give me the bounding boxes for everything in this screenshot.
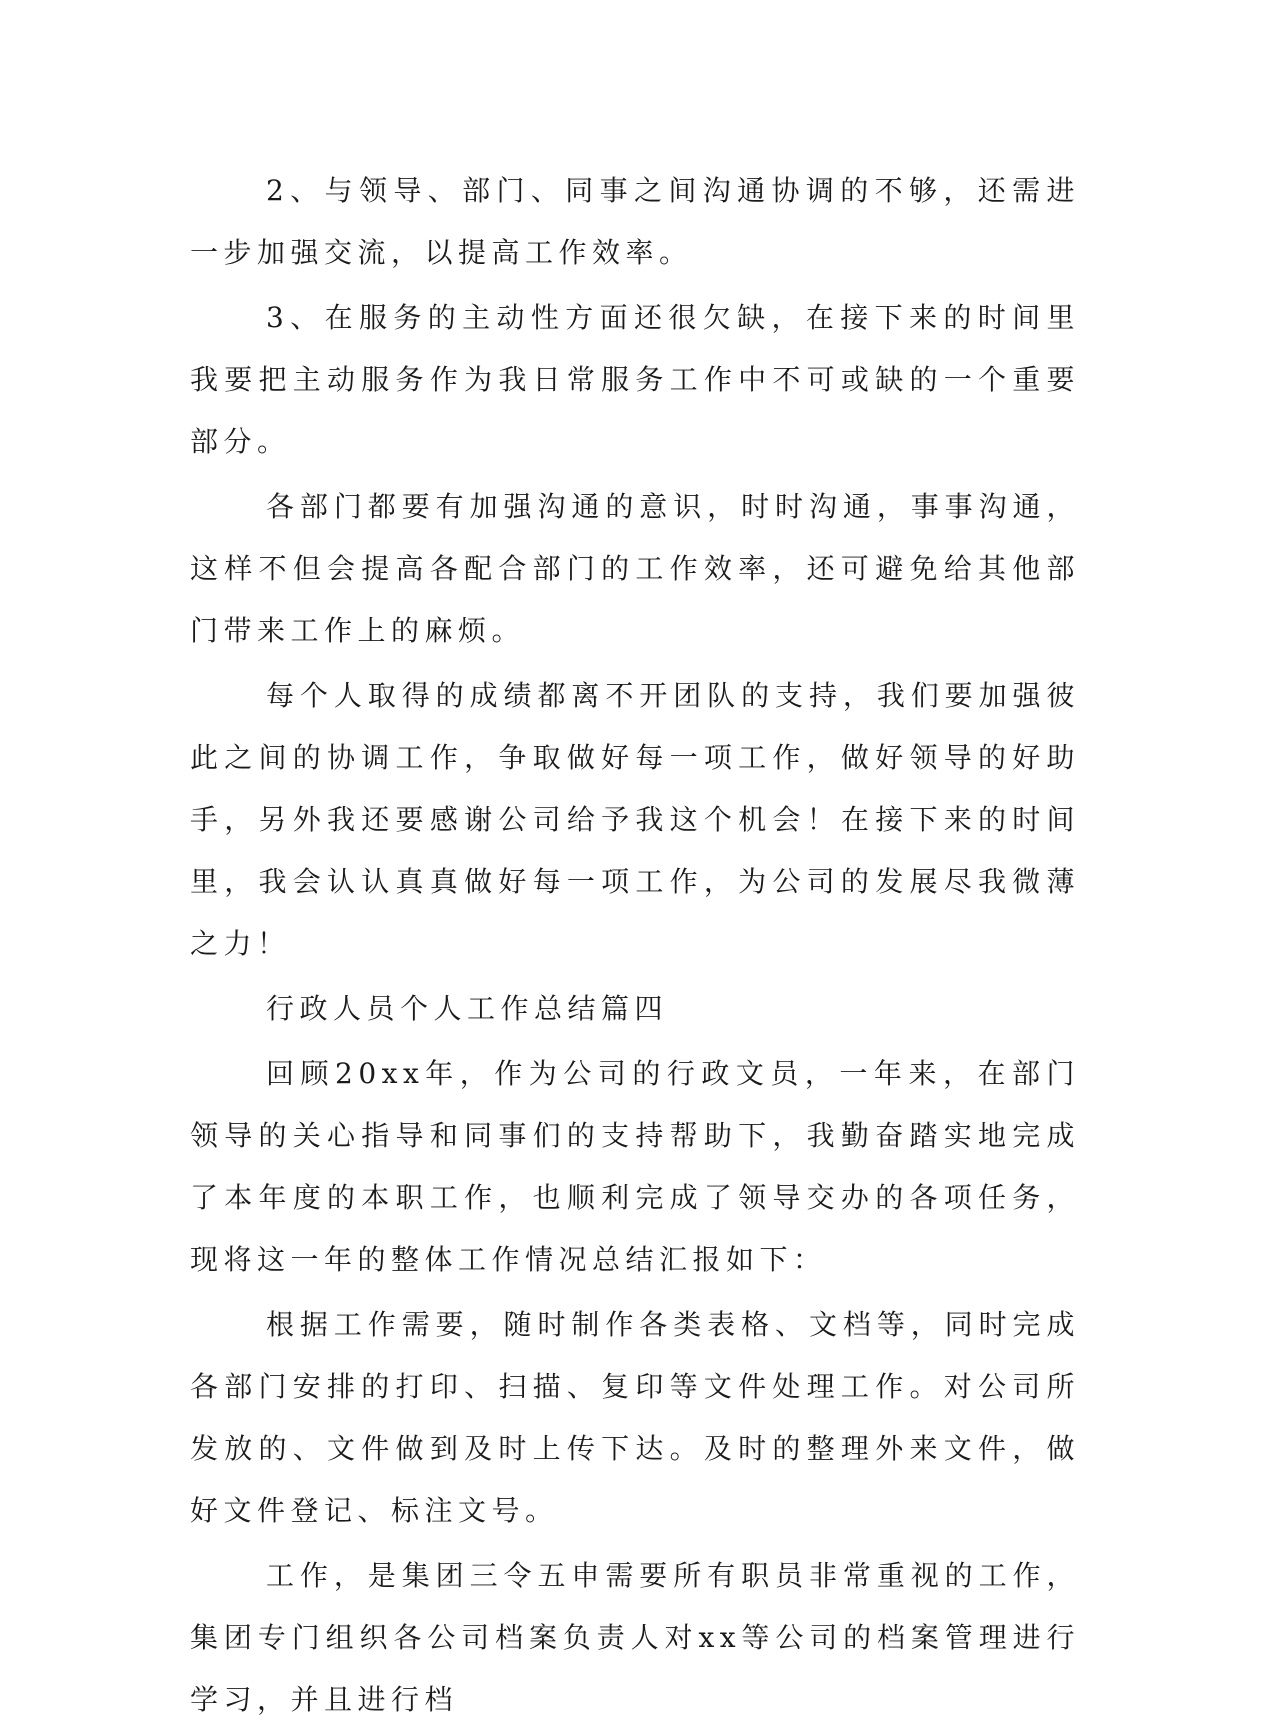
paragraph-review: 回顾20xx年，作为公司的行政文员，一年来，在部门领导的关心指导和同事们的支持帮助下，我勤奋踏实地完成了本年度的本职工作，也顺利完成了领导交办的各项任务，现将这一年的整体工作情况总结汇报如下： (190, 1057, 1080, 1276)
paragraph-documents: 根据工作需要，随时制作各类表格、文档等，同时完成各部门安排的打印、扫描、复印等文件处理工作。对公司所发放的、文件做到及时上传下达。及时的整理外来文件，做好文件登记、标注文号。 (190, 1308, 1080, 1527)
paragraph-communication: 各部门都要有加强沟通的意识，时时沟通，事事沟通，这样不但会提高各配合部门的工作效率，还可避免给其他部门带来工作上的麻烦。 (190, 490, 1080, 647)
section-heading: 行政人员个人工作总结篇四 (266, 992, 669, 1025)
paragraph-improvement-3: 3、在服务的主动性方面还很欠缺，在接下来的时间里我要把主动服务作为我日常服务工作中不可或缺的一个重要部分。 (190, 301, 1080, 458)
paragraph-archives: 工作，是集团三令五申需要所有职员非常重视的工作，集团专门组织各公司档案负责人对xx等公司的档案管理进行学习，并且进行档 (190, 1559, 1080, 1716)
paragraph-improvement-2: 2、与领导、部门、同事之间沟通协调的不够，还需进一步加强交流，以提高工作效率。 (190, 174, 1080, 269)
paragraph-teamwork: 每个人取得的成绩都离不开团队的支持，我们要加强彼此之间的协调工作，争取做好每一项工作，做好领导的好助手，另外我还要感谢公司给予我这个机会！在接下来的时间里，我会认认真真做好每一项工作，为公司的发展尽我微薄之力！ (190, 679, 1080, 960)
document-body (190, 160, 1080, 1734)
